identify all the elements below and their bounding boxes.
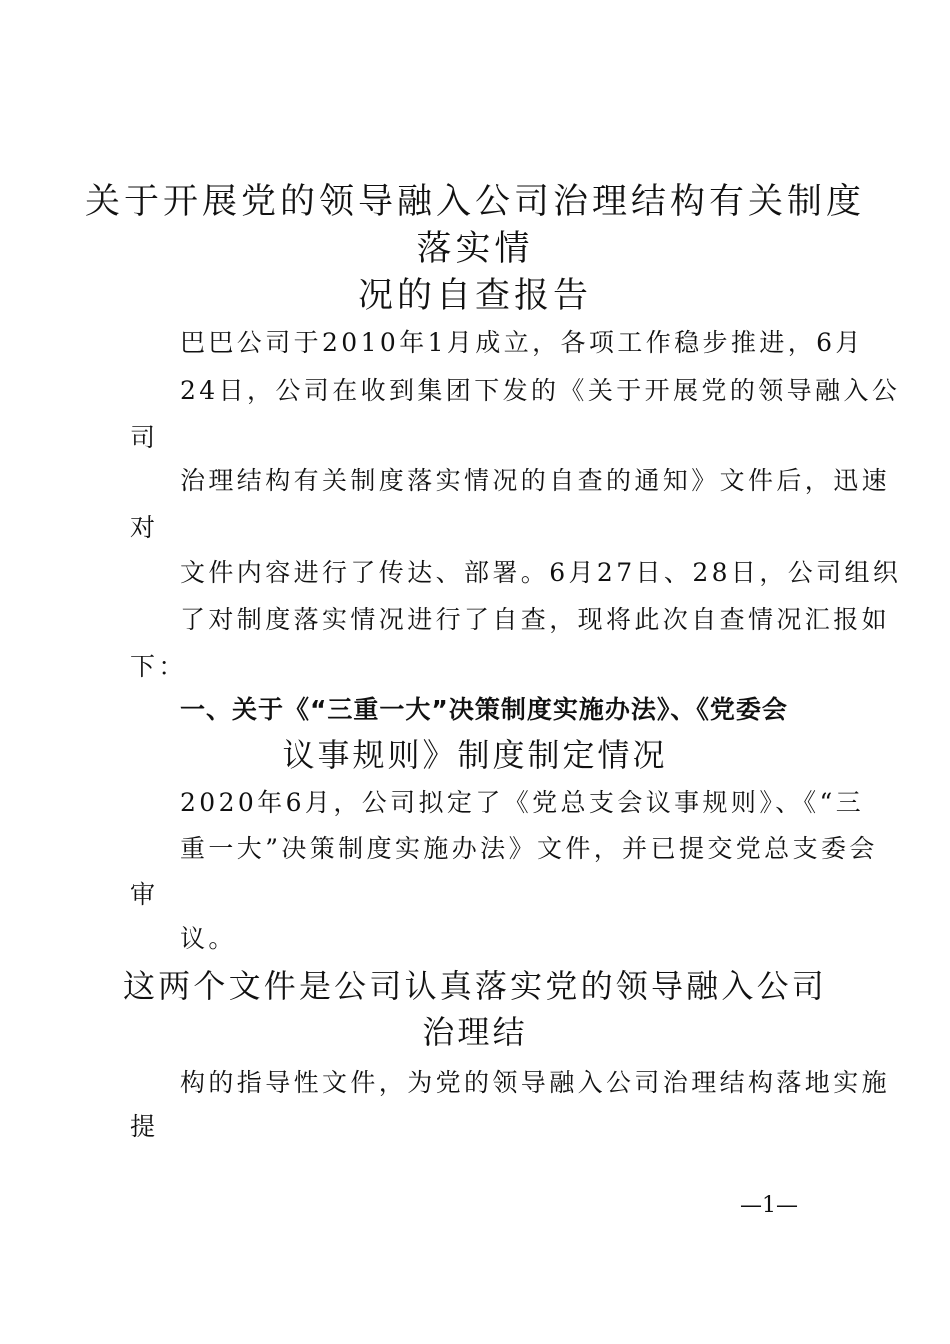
paragraph-1-line-7: 了对制度落实情况进行了自查，现将此次自查情况汇报如 [180,605,891,634]
title-line-1: 关于开展党的领导融入公司治理结构有关制度 [84,182,865,222]
paragraph-1-line-6: 文件内容进行了传达、部署。6月27日、28日，公司组织 [180,558,902,587]
paragraph-3-line-2: 提 [130,1112,159,1141]
paragraph-3-line-1: 构的指导性文件，为党的领导融入公司治理结构落地实施 [180,1068,891,1097]
paragraph-1-line-2: 24日，公司在收到集团下发的《关于开展党的领导融入公 [180,376,901,405]
paragraph-2-line-2: 重一大”决策制度实施办法》文件，并已提交党总支委会 [180,834,878,863]
title-line-2: 落实情 [416,229,534,269]
paragraph-1-line-3: 司 [130,423,159,452]
paragraph-2-line-3: 审 [130,880,159,909]
big-text-line-2: 治理结 [422,1013,528,1051]
section-1-heading-line-2: 议事规则》制度制定情况 [282,736,668,774]
paragraph-1-line-1: 巴巴公司于2010年1月成立，各项工作稳步推进，6月 [180,328,864,357]
paragraph-2-line-4: 议。 [180,924,237,953]
paragraph-1-line-8: 下： [130,652,187,681]
paragraph-1-line-5: 对 [130,513,159,542]
page-number: —1— [740,1193,798,1218]
section-1-heading-line-1: 一、关于《“三重一大”决策制度实施办法》、《党委会 [180,695,788,724]
paragraph-1-line-4: 治理结构有关制度落实情况的自查的通知》文件后，迅速 [180,466,891,495]
big-text-line-1: 这两个文件是公司认真落实党的领导融入公司 [122,967,827,1005]
title-line-3: 况的自查报告 [357,276,592,316]
paragraph-2-line-1: 2020年6月，公司拟定了《党总支会议事规则》、《“三 [180,788,865,817]
